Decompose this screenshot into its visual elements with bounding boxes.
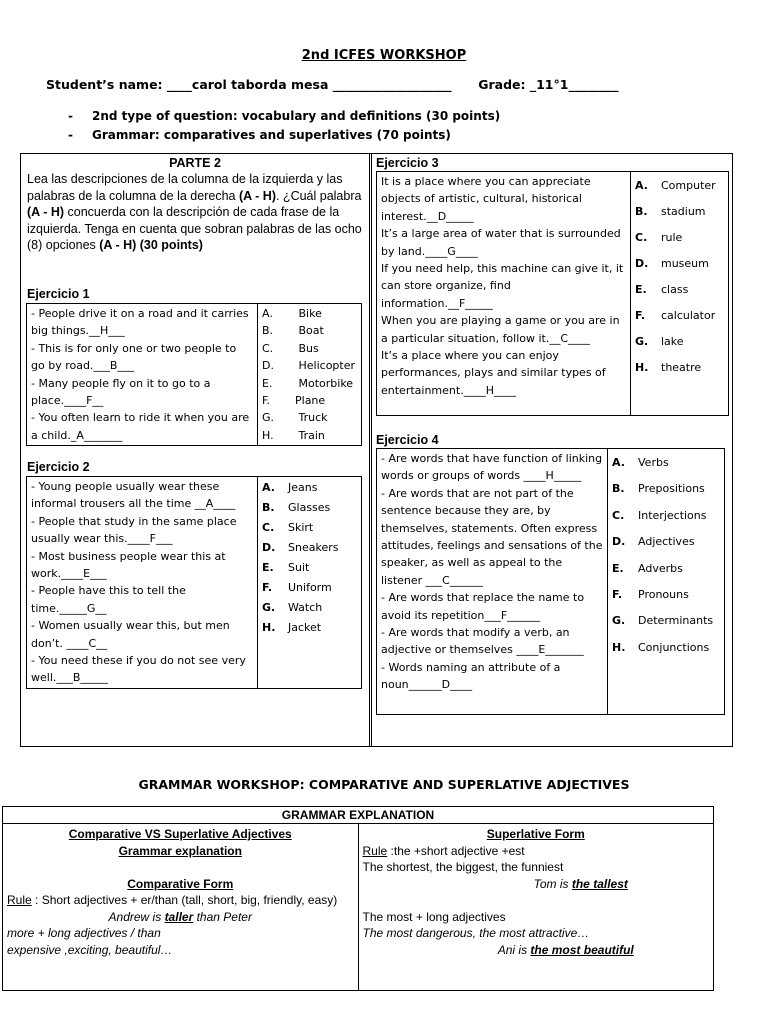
list-item: - You need these if you do not see very well.___B_____ [31,654,246,685]
option: B. Boat [262,324,324,338]
student-value: ____carol taborda mesa ___________________ [166,77,452,92]
option: H. Jacket [262,621,322,634]
option: A. Jeans [262,481,318,494]
column-divider [369,153,372,747]
superlative-example-1: Tom is the tallest [533,876,628,891]
list-item: - Are words that modify a verb, an adjective or themselves ____E_______ [381,626,584,657]
option: H. theatre [635,361,702,374]
superlative-form-heading: Superlative Form [486,827,585,841]
ex2-label: Ejercicio 2 [27,460,90,474]
ex2-items [27,477,258,689]
option: G. Determinants [612,614,714,628]
page-title: 2nd ICFES WORKSHOP [301,48,467,63]
bullet-item: - 2nd type of question: vocabulary and definitions (30 points) [68,109,501,123]
parte-instructions: Lea las descripciones de la columna de la izquierda y las palabras de la columna de la derecha (A - H). ¿Cuál palabra (A - H) concuerda con la descripción de cada frase de la izquierda. Tenga en cuenta que sobran palabras de las ocho (8) opciones (A - H) (30 points) [27,172,362,252]
comparative-form-heading: Comparative Form [127,876,234,891]
list-item: If you need help, this machine can give it, it can store organize, find information.__F_____ [381,262,624,310]
list-item: - You often learn to ride it when you are a child._A_______ [31,411,250,442]
comparative-column [3,824,359,991]
superlative-column [358,824,714,991]
ex4-items [377,449,608,715]
option: A. Bike [262,307,322,320]
option: D. museum [635,257,709,270]
comparative-long-examples: expensive ,exciting, beautiful… [7,942,173,957]
grade-label: Grade: [478,77,526,92]
superlative-long-rule: The most + long adjectives [362,909,506,924]
list-item: - Are words that replace the name to avoid its repetition___F______ [381,591,585,622]
option: E. Adverbs [612,561,683,575]
ex4-options [608,449,725,715]
grammar-section-title: GRAMMAR WORKSHOP: COMPARATIVE AND SUPERLATIVE ADJECTIVES [138,777,630,792]
list-item: - Are words that are not part of the sentence because they are, by themselves, statements. Often express attitudes, feelings and sensations of the speaker, as well as appeal to the listener ___C______ [381,486,603,587]
list-item: When you are playing a game or you are in a particular situation, follow it.__C____ [381,314,620,345]
option: C. Bus [262,341,319,355]
superlative-short-examples: The shortest, the biggest, the funniest [362,860,564,874]
option: A. Computer [635,179,716,192]
option: G. lake [635,335,684,348]
list-item: - This is for only one or two people to go by road.___B___ [31,341,237,373]
list-item: - Women usually wear this, but men don’t. ____C__ [31,619,230,650]
student-label: Student’s name: [46,77,163,92]
option: D. Helicopter [262,359,356,373]
option: B. Prepositions [612,482,705,496]
option: A. Verbs [612,456,669,469]
list-item: - People have this to tell the time._____G__ [31,584,186,615]
option: C. rule [635,231,683,244]
superlative-rule: Rule :the +short adjective +est [362,843,525,858]
list-item: - People that study in the same place usually wear this.____F___ [31,514,237,546]
comparative-example: Andrew is taller than Peter [108,909,252,924]
ex1-items [27,304,258,446]
ex2-table [26,476,362,689]
option: F. Plane [262,394,326,408]
option: E. Motorbike [262,376,354,390]
ex3-table [376,171,729,416]
ex1-label: Ejercicio 1 [27,287,90,301]
option: F. calculator [635,309,716,322]
parte-title: PARTE 2 [169,156,221,170]
superlative-long-examples: The most dangerous, the most attractive… [362,926,590,940]
option: C. Skirt [262,521,314,534]
option: G. Watch [262,601,323,614]
ex3-options [631,172,729,416]
ex2-options [258,477,362,689]
list-item: - Many people fly on it to go to a place.____F__ [31,376,211,408]
list-item: - Words naming an attribute of a noun______D____ [381,660,561,692]
option: B. Glasses [262,501,331,514]
comparative-vs-superlative-heading: Comparative VS Superlative Adjectives [68,827,292,841]
list-item: - Most business people wear this at work.____E___ [31,549,226,581]
superlative-example-2: Ani is the most beautiful [497,942,634,957]
option: E. Suit [262,561,310,574]
list-item: - People drive it on a road and it carries big things.__H___ [31,307,249,338]
option: C. Interjections [612,508,707,522]
grammar-table [2,806,714,991]
ex1-options [258,304,362,446]
option: D. Adjectives [612,535,695,549]
option: G. Truck [262,411,328,425]
list-item: - Are words that have function of linking words or groups of words ____H_____ [381,452,603,483]
list-item: It’s a large area of water that is surrounded by land.____G____ [381,227,621,258]
grammar-explanation-heading: Grammar explanation [118,843,242,858]
option: F. Pronouns [612,588,689,602]
comparative-long-rule: more + long adjectives / than [7,926,161,940]
bullet-list [68,107,500,145]
ex1-table [26,303,362,446]
grammar-table-head: GRAMMAR EXPLANATION [3,807,714,824]
ex3-items [377,172,631,416]
ex4-table [376,448,725,715]
list-item: It’s a place where you can enjoy performances, plays and similar types of entertainment.____H____ [381,349,606,397]
option: H. Conjunctions [612,640,710,654]
list-item: - Young people usually wear these informal trousers all the time __A____ [31,480,236,511]
ex4-label: Ejercicio 4 [376,433,439,447]
list-item: It is a place where you can appreciate objects of artistic, cultural, historical interest.__D_____ [381,175,591,223]
student-line [46,77,618,92]
comparative-rule: Rule : Short adjectives + er/than (tall, short, big, friendly, easy) [7,893,338,907]
grade-value: _11°1________ [529,77,619,92]
option: B. stadium [635,205,706,218]
option: F. Uniform [262,581,332,594]
ex3-label: Ejercicio 3 [376,156,439,170]
option: H. Train [262,428,325,442]
option: E. class [635,283,689,296]
bullet-item: - Grammar: comparatives and superlatives (70 points) [68,128,451,142]
option: D. Sneakers [262,541,339,554]
